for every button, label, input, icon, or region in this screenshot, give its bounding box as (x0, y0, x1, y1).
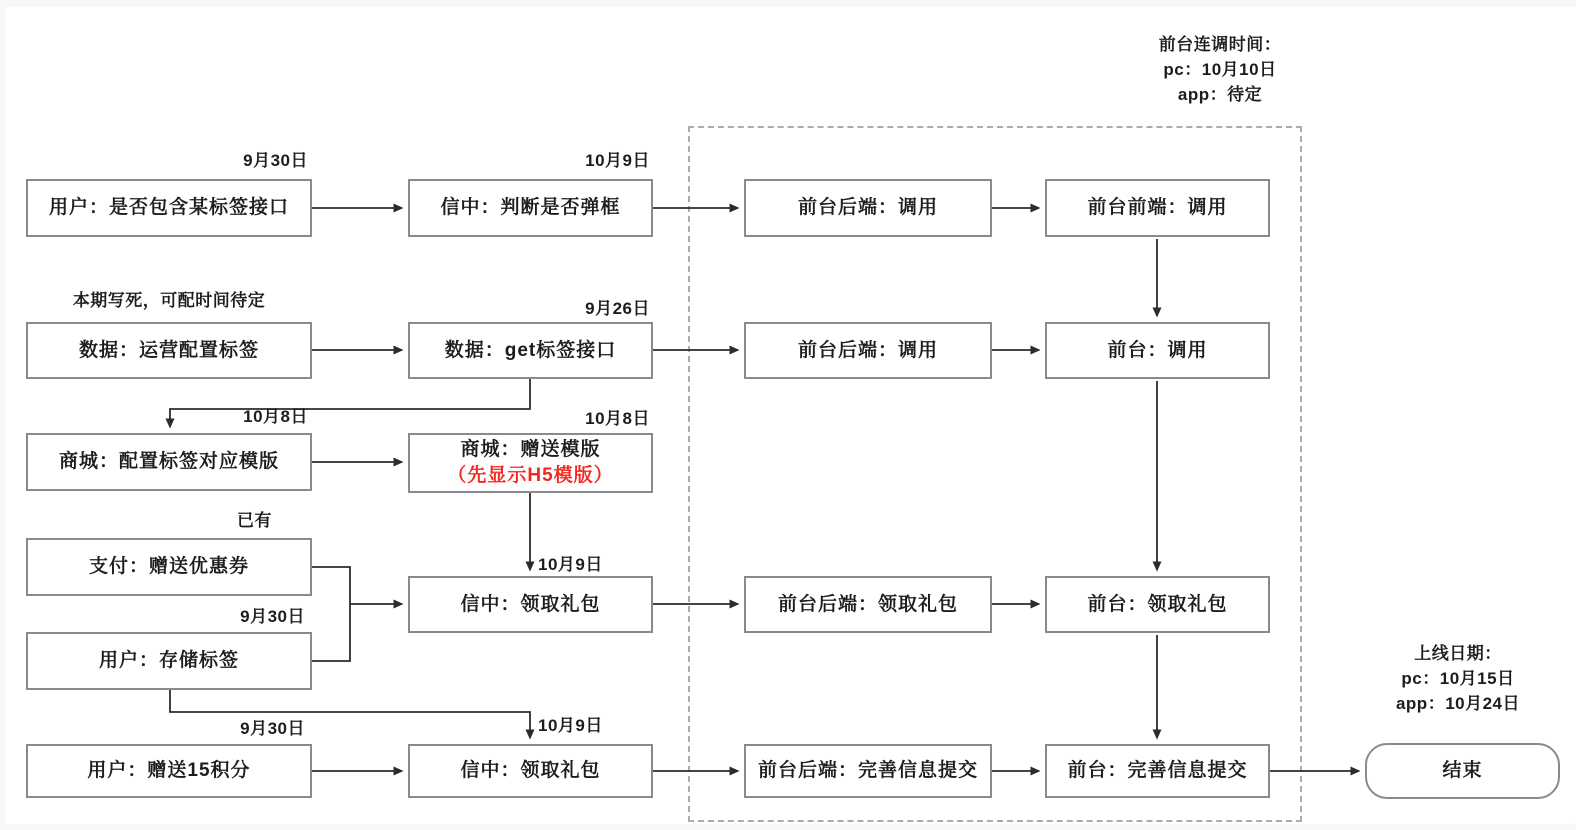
flow-node-letter-claim-gift-2 (408, 744, 653, 798)
node-label: 前台：调用 (1107, 339, 1208, 361)
annotation-line: 前台连调时间： (1158, 35, 1282, 54)
node-label: 数据：运营配置标签 (78, 339, 259, 361)
node-label: 结束 (1442, 760, 1483, 781)
node-label: 前台前端：调用 (1087, 197, 1228, 218)
arrow-b2-a3 (170, 379, 530, 427)
date-label-mall-gift: 10月8日 (585, 409, 650, 428)
note-label-pay-coupon: 已有 (237, 511, 272, 530)
flow-node-frontend-call (1045, 322, 1270, 379)
flow-node-frontend-backend-call-1 (744, 179, 992, 237)
arrow-a5-b6 (170, 690, 530, 738)
node-label: 用户：存储标签 (98, 650, 239, 671)
annotation-line: 上线日期： (1414, 644, 1502, 663)
node-label: 信中：领取礼包 (460, 760, 601, 781)
node-label: 前台：领取礼包 (1087, 593, 1228, 615)
node-sublabel-red: （先显示H5模版） (447, 465, 614, 486)
flow-node-frontend-backend-call-2 (744, 322, 992, 379)
flow-node-data-get-tag-api (408, 322, 653, 379)
flow-node-user-store-tag (26, 632, 312, 690)
node-label: 支付：赠送优惠券 (88, 556, 249, 577)
date-label-letter-popup: 10月9日 (585, 151, 650, 170)
flow-node-frontend-claim-gift (1045, 576, 1270, 633)
annotation-line: app：10月24日 (1395, 694, 1521, 713)
flow-node-user-tag-api (26, 179, 312, 237)
flow-node-frontend-backend-info-submit (744, 744, 992, 798)
date-label-user-tag-api: 9月30日 (243, 151, 308, 170)
flow-node-frontend-backend-claim-gift (744, 576, 992, 633)
annotation-joint-debug-time (1105, 32, 1335, 107)
node-label: 前台后端：领取礼包 (777, 593, 958, 615)
note-label-config-tag: 本期写死，可配时间待定 (72, 291, 266, 310)
annotation-line: pc：10月10日 (1163, 60, 1277, 79)
flow-node-letter-popup-check (408, 179, 653, 237)
bracket-a4-a5 (312, 567, 350, 661)
flow-node-letter-claim-gift-1 (408, 576, 653, 633)
date-label-claim-gift-1: 10月9日 (538, 555, 603, 574)
annotation-line: pc：10月15日 (1401, 669, 1515, 688)
date-label-mall-config: 10月8日 (243, 407, 308, 426)
diagram-canvas (5, 7, 1576, 824)
node-label: 信中：判断是否弹框 (440, 197, 621, 218)
flow-node-frontend-frontend-call (1045, 179, 1270, 237)
date-label-get-tag-api: 9月26日 (585, 299, 650, 318)
node-label: 前台后端：完善信息提交 (757, 760, 978, 781)
flow-node-mall-gift-template (408, 433, 653, 493)
node-label: 用户：是否包含某标签接口 (48, 197, 289, 218)
node-label: 信中：领取礼包 (460, 593, 601, 615)
flow-node-mall-config-template (26, 433, 312, 491)
flow-node-data-config-tag (26, 322, 312, 379)
flow-node-pay-coupon (26, 538, 312, 596)
node-label: 商城：赠送模版 (460, 439, 601, 460)
date-label-gift-points: 9月30日 (240, 719, 305, 738)
node-label: 数据：get标签接口 (444, 339, 617, 361)
node-label: 前台后端：调用 (797, 197, 938, 218)
node-label: 前台：完善信息提交 (1067, 760, 1248, 781)
flow-node-frontend-info-submit (1045, 744, 1270, 798)
node-label: 前台后端：调用 (797, 339, 938, 361)
node-label: 商城：配置标签对应模版 (58, 451, 279, 472)
date-label-claim-gift-2: 10月9日 (538, 716, 603, 735)
node-label: 用户：赠送15积分 (87, 760, 251, 781)
flow-node-end-terminal (1365, 743, 1560, 799)
annotation-launch-date (1343, 641, 1573, 716)
flow-node-user-gift-points (26, 744, 312, 798)
annotation-line: app：待定 (1177, 85, 1263, 104)
date-label-store-tag: 9月30日 (240, 607, 305, 626)
